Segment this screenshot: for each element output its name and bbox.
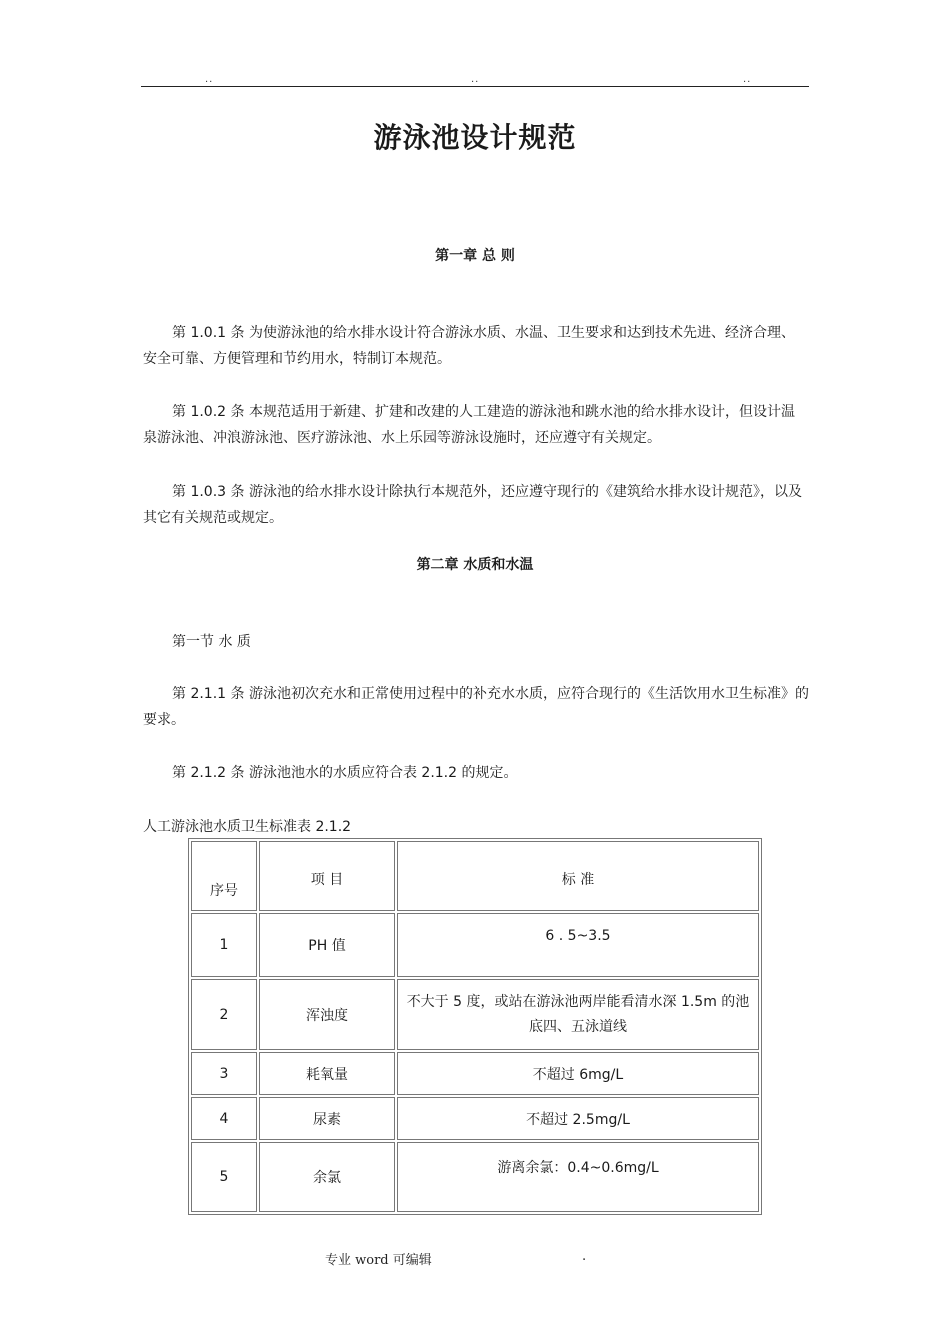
table-row: 3 耗氧量 不超过 6mg/L — [191, 1052, 759, 1095]
water-quality-table — [188, 838, 762, 1215]
page-title: 游泳池设计规范 — [373, 121, 577, 154]
chapter-1-heading: 第一章 总 则 — [435, 248, 515, 264]
header-mark-left: .. — [205, 74, 214, 85]
table-row: 5 余氯 游离余氯：0.4~0.6mg/L — [191, 1142, 759, 1212]
table-row: 1 PH 值 6 . 5~3.5 — [191, 913, 759, 977]
header-rule — [141, 86, 809, 87]
header-cell-standard: 标 准 — [397, 841, 759, 911]
article-1-0-2: 第 1.0.2 条 本规范适用于新建、扩建和改建的人工建造的游泳池和跳水池的给水排水设计，但设计温 泉游泳池、冲浪游泳池、医疗游泳池、水上乐园等游泳设施时，还应遵守有关规定。 — [143, 404, 795, 446]
table-header-row — [191, 841, 759, 911]
table-caption: 人工游泳池水质卫生标准表 2.1.2 — [143, 819, 352, 835]
article-1-0-3: 第 1.0.3 条 游泳池的给水排水设计除执行本规范外，还应遵守现行的《建筑给水排水设计规范》，以及 其它有关规范或规定。 — [143, 484, 802, 526]
header-cell-index: 序号 — [191, 841, 257, 911]
section-1-heading: 第一节 水 质 — [172, 634, 251, 650]
footer-mark: . — [582, 1249, 587, 1264]
header-mark-center: .. — [471, 74, 480, 85]
article-1-0-1: 第 1.0.1 条 为使游泳池的给水排水设计符合游泳水质、水温、卫生要求和达到技术先进、经济合理、 安全可靠、方便管理和节约用水，特制订本规范。 — [143, 325, 795, 367]
header-cell-item: 项 目 — [259, 841, 395, 911]
header-mark-right: .. — [743, 74, 752, 85]
article-2-1-2: 第 2.1.2 条 游泳池池水的水质应符合表 2.1.2 的规定。 — [172, 765, 518, 781]
table-row: 4 尿素 不超过 2.5mg/L — [191, 1097, 759, 1140]
table-row: 2 浑浊度 不大于 5 度，或站在游泳池两岸能看清水深 1.5m 的池底四、五泳道线 — [191, 979, 759, 1050]
footer-label: 专业 word 可编辑 — [325, 1253, 432, 1268]
chapter-2-heading: 第二章 水质和水温 — [416, 557, 534, 573]
article-2-1-1: 第 2.1.1 条 游泳池初次充水和正常使用过程中的补充水水质，应符合现行的《生活饮用水卫生标准》的 要求。 — [143, 686, 809, 728]
